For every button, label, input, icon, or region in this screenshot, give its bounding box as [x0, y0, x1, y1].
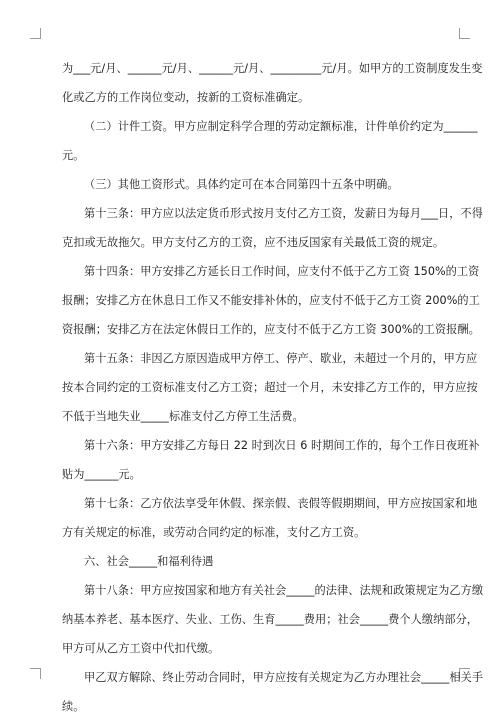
text-line: 不低于当地失业_____标准支付乙方停工生活费。	[62, 410, 304, 423]
text-line: 克扣或无故拖欠。甲方支付乙方的工资，应不违反国家有关最低工资的规定。	[62, 236, 445, 249]
text-line: 化或乙方的工作岗位变动，按新的工资标准确定。	[62, 91, 310, 104]
text-line: 续。	[62, 700, 85, 713]
section-heading: 六、社会_____和福利待遇	[84, 555, 214, 568]
text-line: 第十七条：乙方依法享受年休假、探亲假、丧假等假期期间，甲方应按国家和地	[84, 497, 478, 510]
text-line: 纳基本养老、基本医疗、失业、工伤、生育_____费用；社会_____费个人缴纳部分，	[62, 613, 479, 626]
text-line: 方有关规定的标准，或劳动合同约定的标准，支付乙方工资。	[62, 526, 366, 539]
text-line: 按本合同约定的工资标准支付乙方工资；超过一个月，未安排乙方工作的，甲方应按	[62, 381, 478, 394]
text-line: 第十八条：甲方应按国家和地方有关社会_____的法律、法规和政策规定为乙方缴	[84, 584, 484, 597]
text-line: 第十四条：甲方安排乙方延长日工作时间，应支付不低于乙方工资 150%的工资	[84, 265, 480, 278]
document-body	[62, 62, 484, 714]
text-line: 报酬；安排乙方在休息日工作又不能安排补休的，应支付不低于乙方工资 200%的工	[62, 294, 480, 307]
text-line: 第十五条：非因乙方原因造成甲方停工、停产、歇业，未超过一个月的，甲方应	[84, 352, 478, 365]
text-line: 甲方可从乙方工资中代扣代缴。	[62, 642, 220, 655]
text-line: 贴为______元。	[62, 468, 141, 481]
text-line: 资报酬；安排乙方在法定休假日工作的，应支付不低于乙方工资 300%的工资报酬。	[62, 323, 480, 336]
text-line: 为___元/月、______元/月、______元/月、_________元/月。如甲方的工资制度发生变	[62, 62, 483, 75]
text-line: 第十六条：甲方安排乙方每日 22 时到次日 6 时期间工作的，每个工作日夜班补	[84, 439, 480, 452]
text-line: （二）计件工资。甲方应制定科学合理的劳动定额标准，计件单价约定为______	[84, 120, 478, 133]
text-line: 元。	[62, 149, 85, 162]
text-line: （三）其他工资形式。具体约定可在本合同第四十五条中明确。	[84, 178, 399, 191]
crop-mark-bottom-left	[30, 668, 41, 679]
text-line: 甲乙双方解除、终止劳动合同时，甲方应按有关规定为乙方办理社会_____相关手	[84, 671, 484, 684]
crop-mark-top-right	[459, 28, 470, 39]
text-line: 第十三条：甲方应以法定货币形式按月支付乙方工资，发薪日为每月___日，不得	[84, 207, 484, 220]
crop-mark-top-left	[30, 28, 41, 39]
